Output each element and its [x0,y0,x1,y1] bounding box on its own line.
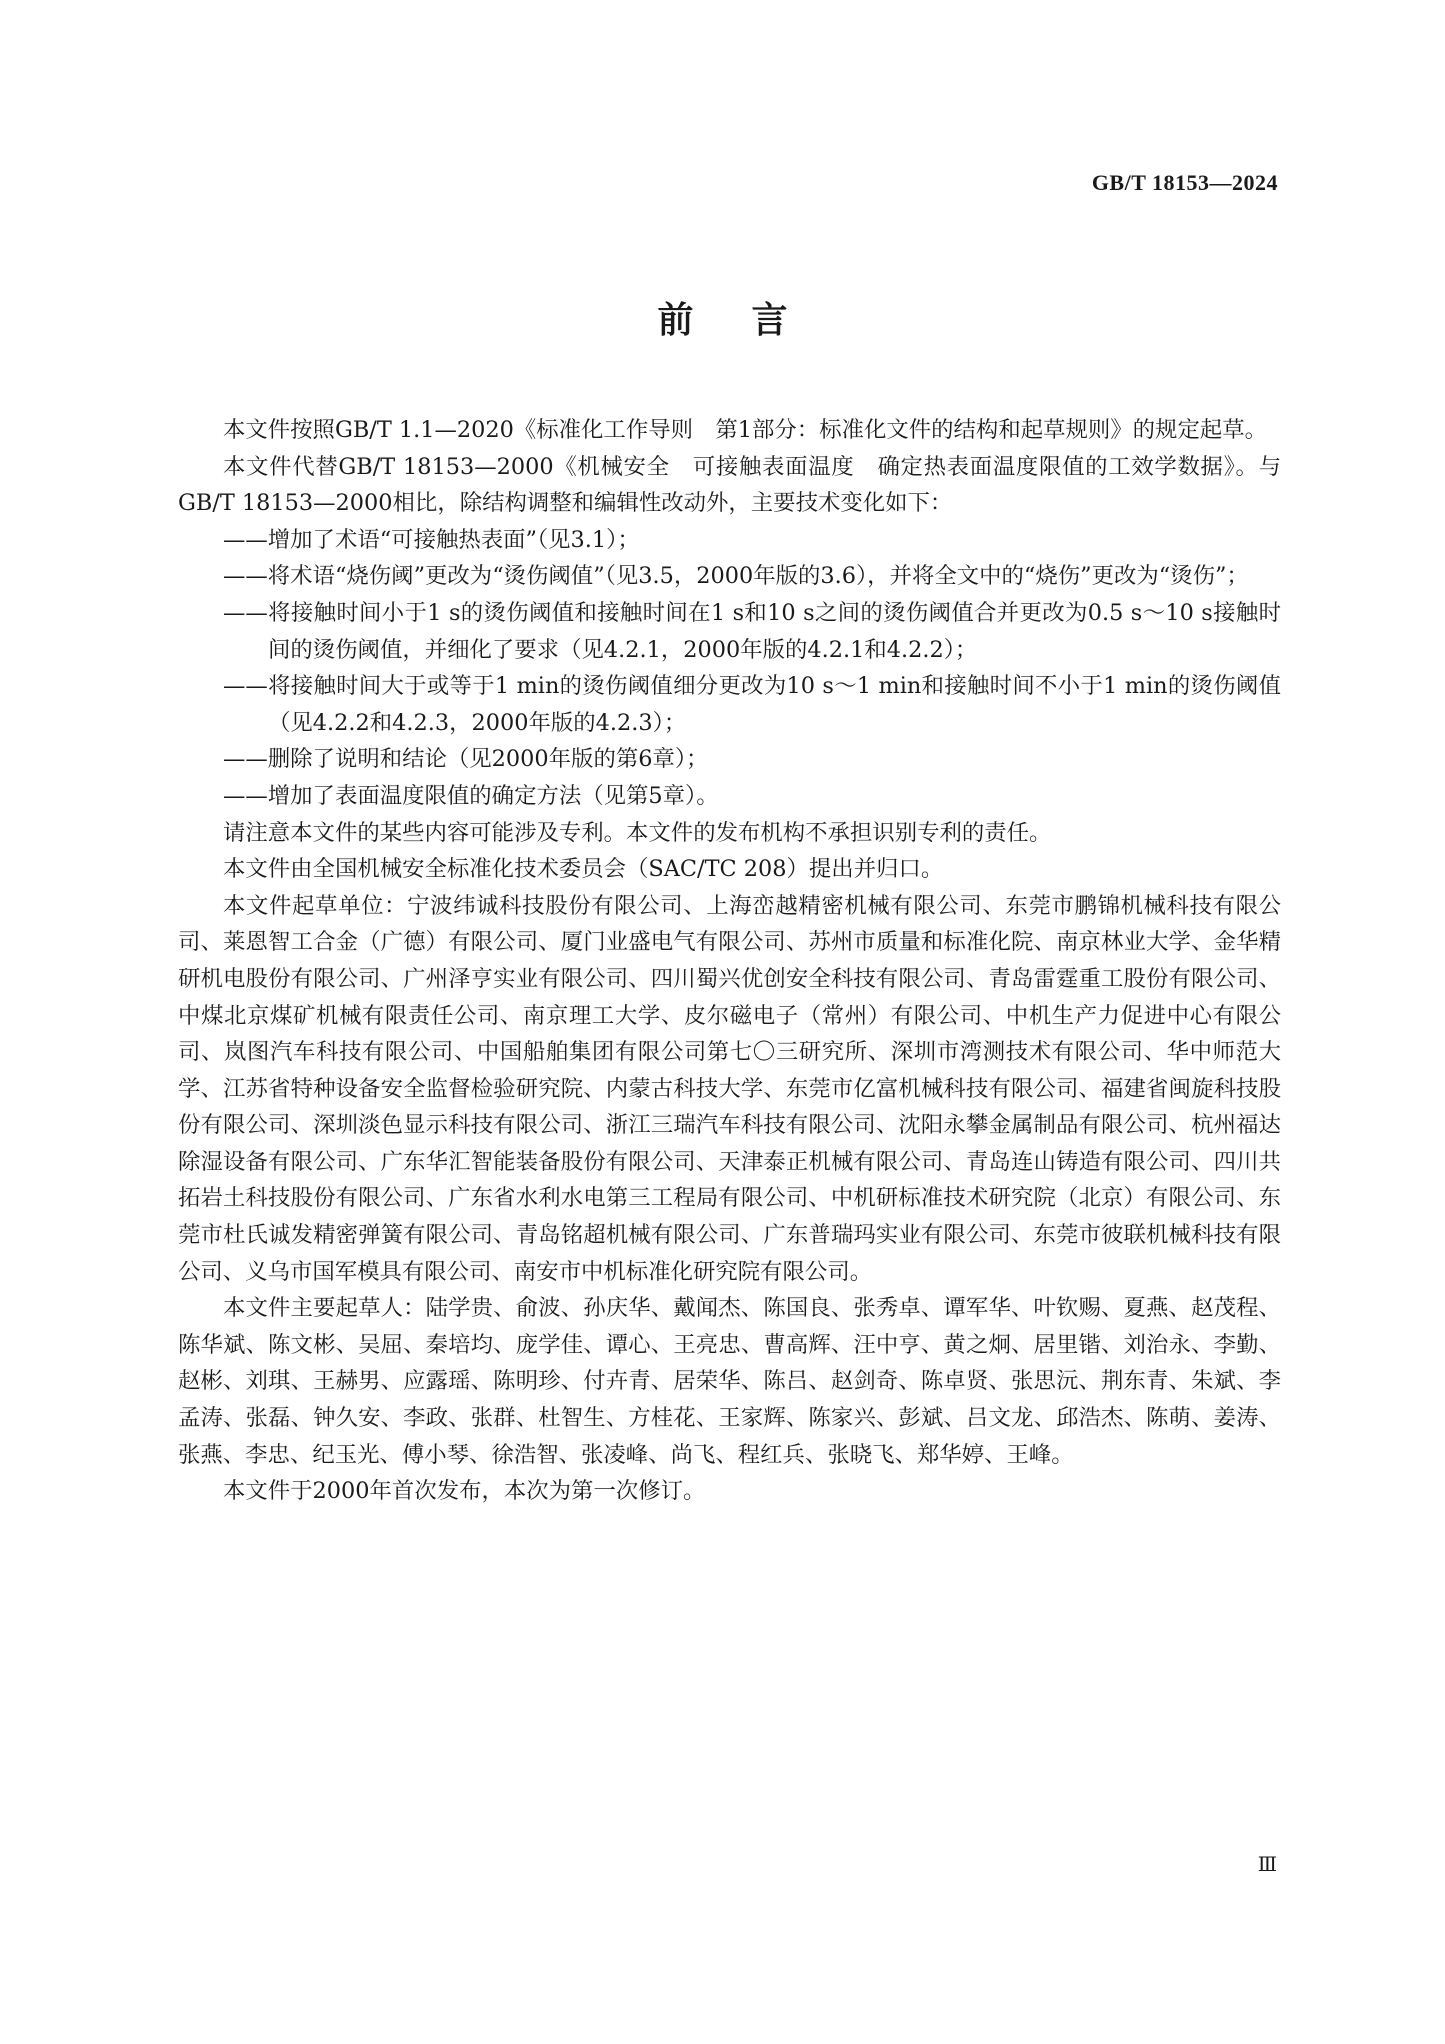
standard-number: GB/T 18153—2024 [1091,170,1278,195]
paragraph-committee: 本文件由全国机械安全标准化技术委员会（SAC/TC 208）提出并归口。 [223,856,944,883]
change-item: ——将接触时间大于或等于1 min的烫伤阈值细分更改为10 s～1 min和接触时间不小于1 min的烫伤阈值（见4.2.2和4.2.3，2000年版的4.2.3）； [223,673,1281,736]
change-item: ——增加了术语“可接触热表面”（见3.1）； [223,526,640,553]
paragraph-patent-notice: 请注意本文件的某些内容可能涉及专利。本文件的发布机构不承担识别专利的责任。 [223,819,1052,846]
page-title: 前言 [657,300,846,341]
change-item: ——将接触时间小于1 s的烫伤阈值和接触时间在1 s和10 s之间的烫伤阈值合并更改为0.5 s～10 s接触时间的烫伤阈值，并细化了要求（见4.2.1，2000年版的4.2.1和4.2.2）； [223,599,1281,663]
change-item: ——删除了说明和结论（见2000年版的第6章）； [223,746,709,773]
page-number: Ⅲ [1257,1854,1278,1876]
paragraph-drafting-units: 本文件起草单位：宁波纬诚科技股份有限公司、上海峦越精密机械有限公司、东莞市鹏锦机械科技有限公司、莱恩智工合金（广德）有限公司、厦门业盛电气有限公司、苏州市质量和标准化院、南京林业大学、金华精研机电股份有限公司、广州泽亨实业有限公司、四川蜀兴优创安全科技有限公司、青岛雷霆重工股份有限公司、中煤北京煤矿机械有限责任公司、南京理工大学、皮尔磁电子（常州）有限公司、中机生产力促进中心有限公司、岚图汽车科技有限公司、中国船舶集团有限公司第七〇三研究所、深圳市湾测技术有限公司、华中师范大学、江苏省特种设备安全监督检验研究院、内蒙古科技大学、东莞市亿富机械科技有限公司、福建省闽旋科技股份有限公司、深圳淡色显示科技有限公司、浙江三瑞汽车科技有限公司、沈阳永攀金属制品有限公司、杭州福达除湿设备有限公司、广东华汇智能装备股份有限公司、天津泰正机械有限公司、青岛连山铸造有限公司、四川共拓岩土科技股份有限公司、广东省水利水电第三工程局有限公司、中机研标准技术研究院（北京）有限公司、东莞市杜氏诚发精密弹簧有限公司、青岛铭超机械有限公司、广东普瑞玛实业有限公司、东莞市彼联机械科技有限公司、义乌市国军模具有限公司、南安市中机标准化研究院有限公司。 [178,892,1281,1285]
paragraph-publication-history: 本文件于2000年首次发布，本次为第一次修订。 [223,1478,706,1505]
paragraph-drafters: 本文件主要起草人：陆学贵、俞波、孙庆华、戴闻杰、陈国良、张秀卓、谭军华、叶钦赐、夏燕、赵茂程、陈华斌、陈文彬、吴屈、秦培均、庞学佳、谭心、王亮忠、曹高辉、汪中亨、黄之炯、居里锴、刘治永、李勤、赵彬、刘琪、王赫男、应露瑶、陈明珍、付卉青、居荣华、陈吕、赵剑奇、陈卓贤、张思沅、荆东青、朱斌、李孟涛、张磊、钟久安、李政、张群、杜智生、方桂花、王家辉、陈家兴、彭斌、吕文龙、邱浩杰、陈萌、姜涛、张燕、李忠、纪玉光、傅小琴、徐浩智、张凌峰、尚飞、程红兵、张晓飞、郑华婷、王峰。 [178,1295,1281,1468]
change-item: ——增加了表面温度限值的确定方法（见第5章）。 [223,782,719,809]
paragraph-drafting-rules: 本文件按照GB/T 1.1—2020《标准化工作导则 第1部分：标准化文件的结构和起草规则》的规定起草。 [223,417,1268,443]
change-item: ——将术语“烧伤阈”更改为“烫伤阈值”（见3.5，2000年版的3.6），并将全文中的“烧伤”更改为“烫伤”； [223,563,1249,590]
foreword-body [178,412,1281,1510]
paragraph-replacement: 本文件代替GB/T 18153—2000《机械安全 可接触表面温度 确定热表面温度限值的工效学数据》。与GB/T 18153—2000相比，除结构调整和编辑性改动外，主要技术变化如下： [178,453,1281,517]
